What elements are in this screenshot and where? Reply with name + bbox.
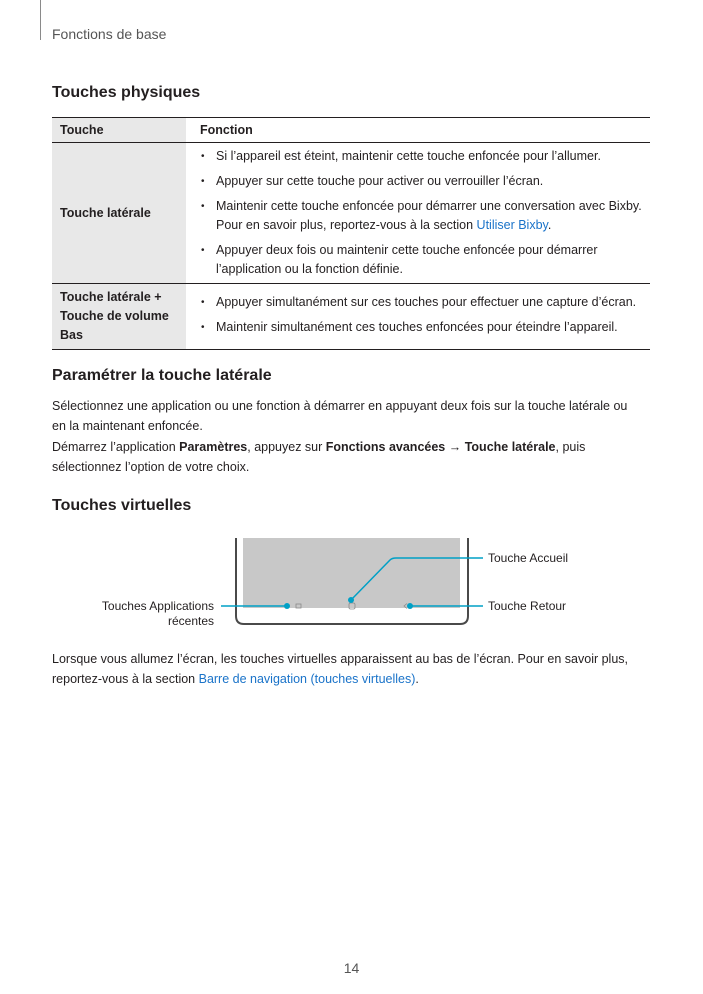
function-item: • Appuyer deux fois ou maintenir cette touche enfoncée pour démarrer l’application ou la fonction définie. [200, 241, 644, 279]
function-cell [186, 143, 650, 283]
function-item: • Appuyer sur cette touche pour activer ou verrouiller l’écran. [200, 172, 644, 191]
side-key-paragraph-1: Sélectionnez une application ou une fonction à démarrer en appuyant deux fois sur la touche latérale ou en la maintenant enfoncée. [52, 399, 628, 433]
back-key-callout: Touche Retour [488, 599, 567, 613]
home-key-callout: Touche Accueil [488, 551, 569, 565]
function-cell [186, 284, 650, 349]
column-header-key: Touche [52, 118, 186, 142]
side-key-label: Touche latérale [464, 440, 556, 454]
physical-keys-table [52, 117, 650, 350]
function-item [200, 197, 644, 235]
recents-callout-line-1: Touches Applications [101, 599, 214, 613]
para-text: Démarrez l’application [52, 440, 180, 454]
running-header: Fonctions de base [52, 26, 167, 42]
section-title-physical-keys: Touches physiques [52, 84, 201, 101]
table-row [52, 284, 650, 350]
function-text: Maintenir cette touche enfoncée pour démarrer une conversation avec Bixby. Pour en savoir plus, reportez-vous à la section [216, 199, 642, 232]
recents-callout-line-2: récentes [167, 614, 214, 628]
para-text: , puis sélectionnez l’option de votre choix. [52, 440, 586, 474]
page-number: 14 [343, 960, 360, 976]
settings-app-name: Paramètres [179, 440, 248, 454]
bixby-link[interactable]: Utiliser Bixby [476, 218, 548, 232]
function-list [200, 293, 644, 337]
side-key-paragraph-2 [52, 437, 644, 477]
function-item: • Maintenir simultanément ces touches enfoncées pour éteindre l’appareil. [200, 318, 644, 337]
arrow-glyph: → [445, 440, 465, 454]
function-list [200, 147, 644, 279]
key-name: Touche latérale [52, 143, 186, 283]
function-text: . [547, 218, 552, 232]
function-item: • Si l’appareil est éteint, maintenir cette touche enfoncée pour l’allumer. [200, 147, 644, 166]
section-title-side-key: Paramétrer la touche latérale [52, 367, 272, 384]
virtual-keys-illustration [0, 530, 703, 640]
para-text: Lorsque vous allumez l’écran, les touches virtuelles apparaissent au bas de l’écran. Pour en savoir plus, reportez-vous à la section [52, 652, 629, 686]
header-rule [40, 0, 41, 40]
table-row [52, 143, 650, 284]
para-text: . [415, 672, 419, 686]
para-text: , appuyez sur [247, 440, 326, 454]
key-name: Touche latérale + Touche de volume Bas [52, 284, 186, 349]
column-header-function: Fonction [200, 123, 253, 137]
virtual-keys-paragraph [52, 649, 644, 689]
function-item: • Appuyer simultanément sur ces touches pour effectuer une capture d’écran. [200, 293, 644, 312]
table-header-row [52, 117, 650, 143]
advanced-features-label: Fonctions avancées [325, 440, 446, 454]
section-title-virtual-keys: Touches virtuelles [52, 497, 192, 514]
recents-key-callout [102, 599, 214, 629]
navigation-bar-link[interactable]: Barre de navigation (touches virtuelles) [198, 672, 416, 686]
